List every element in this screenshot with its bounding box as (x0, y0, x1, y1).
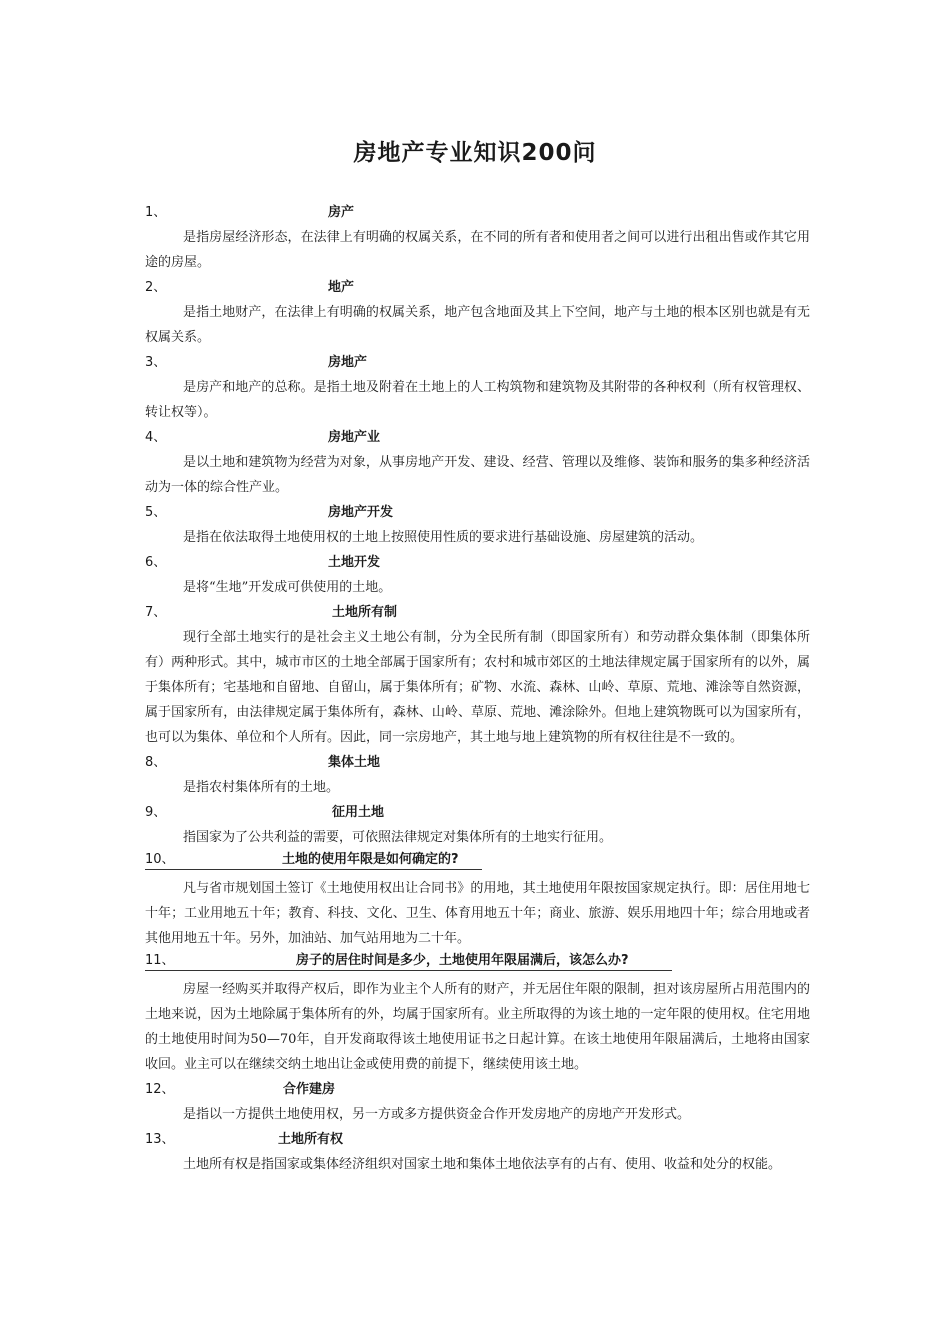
item-number: 8、 (145, 755, 167, 770)
item-body: 房屋一经购买并取得产权后，即作为业主个人所有的财产，并无居住年限的限制，担对该房屋所占用范围内的土地来说，因为土地除属于集体所有的外，均属于国家所有。业主所取得的为该土地的一定年限的使用权。住宅用地的土地使用时间为50—70年，自开发商取得该土地使用证书之日起计算。在该土地使用年限届满后，土地将由国家收回。业主可以在继续交纳土地出让金或使用费的前提下，继续使用该土地。 (145, 982, 810, 1072)
item-heading (145, 1127, 810, 1152)
item-heading (145, 750, 810, 775)
item-term: 土地所有权 (278, 1132, 344, 1147)
item-heading (145, 500, 810, 525)
item-heading (145, 550, 810, 575)
item-number: 3、 (145, 355, 167, 370)
list-item (145, 1077, 810, 1127)
item-number: 6、 (145, 555, 167, 570)
item-number: 12、 (145, 1082, 175, 1097)
item-term: 房地产 (328, 355, 368, 370)
item-body: 是以土地和建筑物为经营为对象，从事房地产开发、建设、经营、管理以及维修、装饰和服务的集多种经济活动为一体的综合性产业。 (145, 455, 810, 495)
item-heading (145, 275, 810, 300)
item-body: 现行全部土地实行的是社会主义土地公有制，分为全民所有制（即国家所有）和劳动群众集体制（即集体所有）两种形式。其中，城市市区的土地全部属于国家所有；农村和城市郊区的土地法律规定属于国家所有的以外，属于集体所有；宅基地和自留地、自留山，属于集体所有；矿物、水流、森林、山岭、草原、荒地、滩涂等自然资源，属于国家所有，由法律规定属于集体所有，森林、山岭、草原、荒地、滩涂除外。但地上建筑物既可以为国家所有，也可以为集体、单位和个人所有。因此，同一宗房地产，其土地与地上建筑物的所有权往往是不一致的。 (145, 630, 810, 745)
item-body: 是指以一方提供土地使用权，另一方或多方提供资金合作开发房地产的房地产开发形式。 (183, 1107, 691, 1122)
item-heading (145, 350, 810, 375)
list-item (145, 951, 810, 1077)
item-term: 房子的居住时间是多少，土地使用年限届满后，该怎么办? (296, 953, 629, 968)
list-item (145, 600, 810, 750)
item-number: 5、 (145, 505, 167, 520)
item-term: 房产 (328, 205, 355, 220)
item-heading (145, 1077, 810, 1102)
item-body: 是指在依法取得土地使用权的土地上按照使用性质的要求进行基础设施、房屋建筑的活动。 (183, 530, 704, 545)
item-term: 土地的使用年限是如何确定的? (282, 852, 459, 867)
item-term: 房地产业 (328, 430, 381, 445)
item-heading (145, 425, 810, 450)
item-number: 1、 (145, 205, 167, 220)
item-body: 是将“生地”开发成可供使用的土地。 (183, 580, 392, 595)
list-item (145, 750, 810, 800)
item-body: 指国家为了公共利益的需要，可依照法律规定对集体所有的土地实行征用。 (183, 830, 613, 845)
document-body (145, 200, 810, 1177)
item-term: 房地产开发 (328, 505, 394, 520)
list-item (145, 350, 810, 425)
item-term: 合作建房 (283, 1082, 336, 1097)
item-heading (145, 600, 810, 625)
list-item (145, 550, 810, 600)
item-number: 11、 (145, 953, 175, 968)
item-body: 凡与省市规划国土签订《土地使用权出让合同书》的用地，其土地使用年限按国家规定执行。即：居住用地七十年；工业用地五十年；教育、科技、文化、卫生、体育用地五十年；商业、旅游、娱乐用地四十年；综合用地或者其他用地五十年。另外，加油站、加气站用地为二十年。 (145, 881, 810, 946)
list-item (145, 500, 810, 550)
item-number: 2、 (145, 280, 167, 295)
item-term: 土地所有制 (332, 605, 398, 620)
list-item (145, 425, 810, 500)
item-term: 集体土地 (328, 755, 381, 770)
list-item (145, 850, 810, 951)
item-heading (145, 951, 672, 971)
item-heading (145, 850, 482, 870)
list-item (145, 800, 810, 850)
list-item (145, 200, 810, 275)
list-item (145, 275, 810, 350)
list-item (145, 1127, 810, 1177)
item-number: 4、 (145, 430, 167, 445)
item-number: 10、 (145, 852, 175, 867)
document-title: 房地产专业知识200问 (353, 140, 597, 166)
item-term: 征用土地 (332, 805, 385, 820)
item-number: 7、 (145, 605, 167, 620)
item-number: 13、 (145, 1132, 175, 1147)
item-term: 土地开发 (328, 555, 381, 570)
item-heading (145, 800, 810, 825)
item-body: 土地所有权是指国家或集体经济组织对国家土地和集体土地依法享有的占有、使用、收益和处分的权能。 (183, 1157, 782, 1172)
item-number: 9、 (145, 805, 167, 820)
item-body: 是指房屋经济形态，在法律上有明确的权属关系，在不同的所有者和使用者之间可以进行出租出售或作其它用途的房屋。 (145, 230, 810, 270)
item-body: 是房产和地产的总称。是指土地及附着在土地上的人工构筑物和建筑物及其附带的各种权利（所有权管理权、转让权等）。 (145, 380, 810, 420)
item-body: 是指农村集体所有的土地。 (183, 780, 340, 795)
item-term: 地产 (328, 280, 355, 295)
item-heading (145, 200, 810, 225)
item-body: 是指土地财产，在法律上有明确的权属关系，地产包含地面及其上下空间，地产与土地的根本区别也就是有无权属关系。 (145, 305, 810, 345)
